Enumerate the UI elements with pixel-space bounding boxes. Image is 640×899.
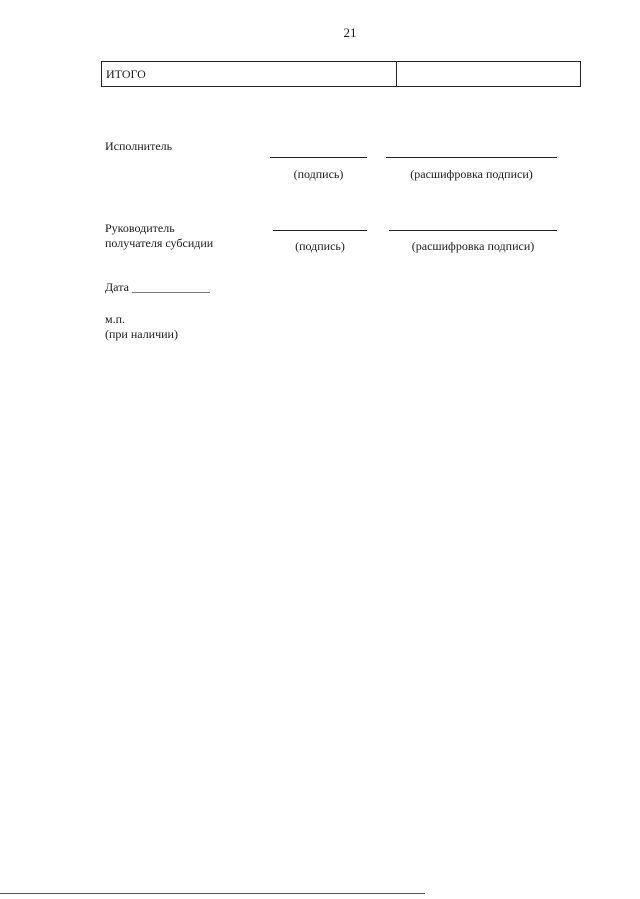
page-number: 21 [343, 25, 357, 40]
head-signature-line [273, 230, 367, 231]
bottom-rule [0, 893, 425, 894]
executor-decoding-caption: (расшифровка подписи) [410, 167, 533, 181]
head-label-line2: получателя субсидии [105, 236, 214, 250]
date-field [105, 280, 210, 294]
seal-label-line2: (при наличии) [105, 327, 178, 341]
head-decoding-line [389, 230, 557, 231]
executor-label: Исполнитель [105, 139, 173, 153]
total-label-cell: ИТОГО [102, 62, 397, 87]
total-table [101, 61, 581, 87]
seal-label-line1: м.п. [105, 312, 126, 326]
total-value-cell [397, 62, 581, 87]
head-decoding-caption: (расшифровка подписи) [411, 239, 535, 253]
head-label-line1: Руководитель [105, 221, 175, 235]
executor-signature-line [270, 157, 367, 158]
executor-signature-caption: (подпись) [293, 167, 344, 181]
executor-decoding-line [386, 157, 557, 158]
table-row [102, 62, 581, 87]
date-label: Дата [105, 280, 129, 294]
head-signature-caption: (подпись) [295, 239, 345, 253]
date-blank: _____________ [131, 280, 210, 294]
